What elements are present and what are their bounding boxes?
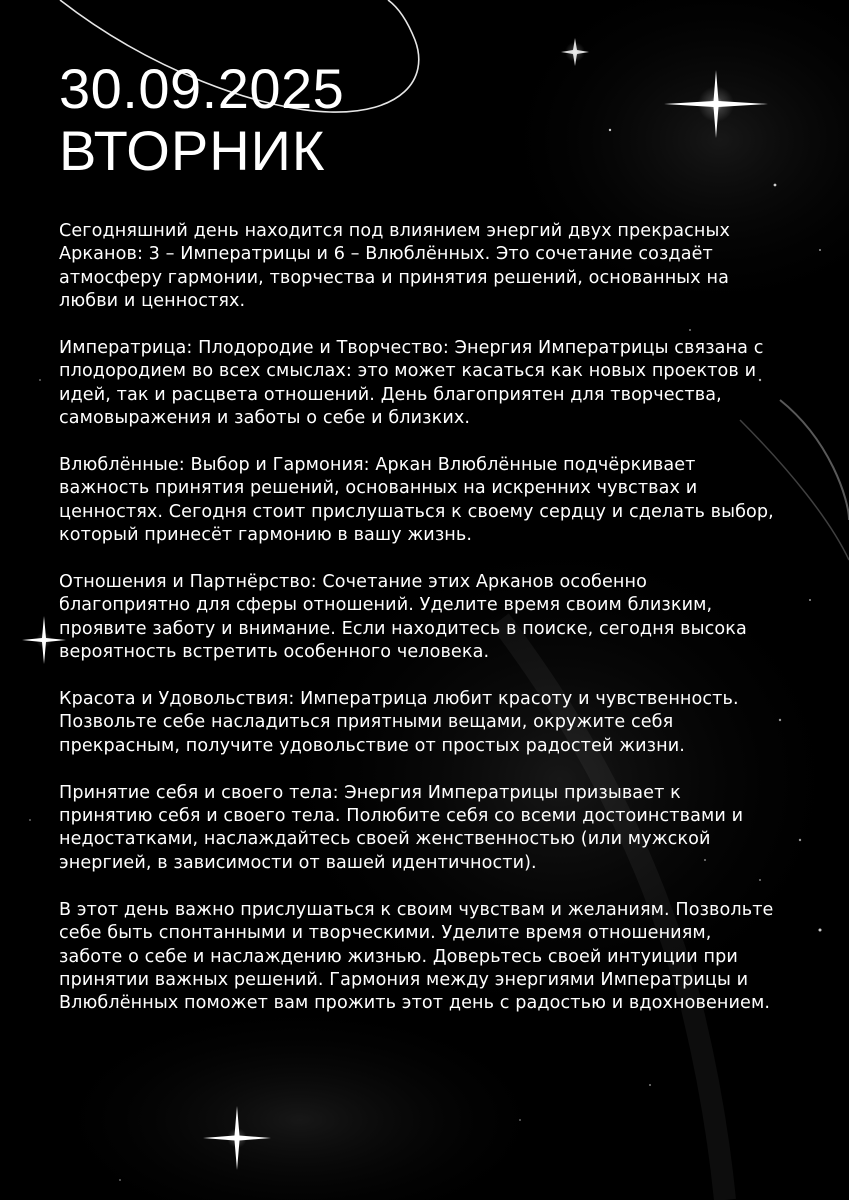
page-date: 30.09.2025 (59, 57, 345, 120)
empress-paragraph: Императрица: Плодородие и Творчество: Энергия Императрицы связана с плодородием во всех смыслах: это может касаться как новых проектов и идей, так и расцвета отношений. День благоприятен для творчества, самовыражения и заботы о себе и близких. (59, 338, 764, 429)
self-acceptance-paragraph: Принятие себя и своего тела: Энергия Императрицы призывает к принятию себя и своего тела. Полюбите себя со всеми достоинствами и недостатками, наслаждайтесь своей женственностью (или мужской энергией, в зависимости от вашей идентичности). (59, 782, 744, 873)
orbit-arc (780, 400, 849, 520)
relationships-paragraph: Отношения и Партнёрство: Сочетание этих Арканов особенно благоприятно для сферы отношений. Уделите время своим близким, проявите заботу и внимание. Если находитесь в поиске, сегодня высока вероятность встретить особенного человека. (59, 572, 747, 663)
page-weekday: ВТОРНИК (59, 119, 326, 182)
intro-paragraph: Сегодняшний день находится под влиянием энергий двух прекрасных Арканов: 3 – Императрицы и 6 – Влюблённых. Это сочетание создаёт атмосферу гармонии, творчества и принятия решений, основанных на любви и ценностях. (59, 221, 730, 312)
conclusion-paragraph: В этот день важно прислушаться к своим чувствам и желаниям. Позвольте себе быть спонтанными и творческими. Уделите время отношениям, заботе о себе и наслаждению жизнью. Доверьтесь своей интуиции при принятии важных решений. Гармония между энергиями Императрицы и Влюблённых поможет вам прожить этот день с радостью и вдохновением. (59, 899, 774, 1014)
beauty-paragraph: Красота и Удовольствия: Императрица любит красоту и чувственность. Позвольте себе насладиться приятными вещами, окружите себя прекрасным, получите удовольствие от простых радостей жизни. (59, 689, 739, 756)
lovers-paragraph: Влюблённые: Выбор и Гармония: Аркан Влюблённые подчёркивает важность принятия решений, основанных на искренних чувствах и ценностях. Сегодня стоит прислушаться к своему сердцу и сделать выбор, который принесёт гармонию в вашу жизнь. (59, 455, 774, 546)
horoscope-content (59, 58, 779, 1039)
